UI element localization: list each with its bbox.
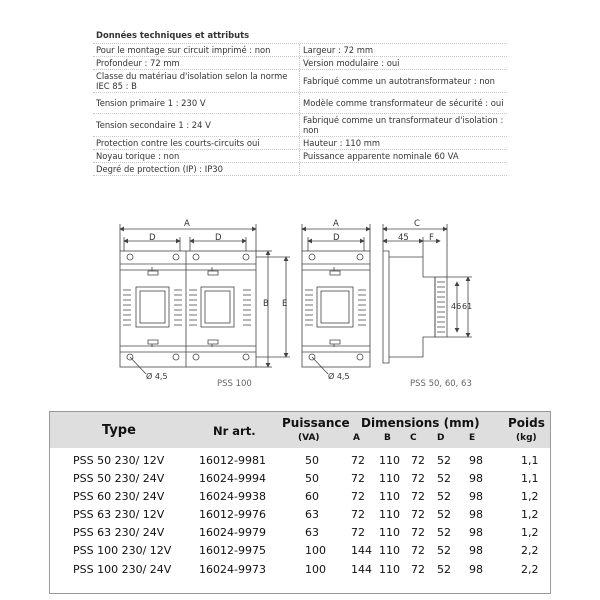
product-cell-d: 52 [437, 526, 451, 540]
product-cell-nr: 16012-9975 [199, 544, 266, 558]
product-cell-va: 50 [305, 472, 319, 486]
dim-a-label-left: A [184, 219, 190, 229]
dim-c-label: C [414, 219, 420, 229]
dim-61-label: 61 [462, 302, 473, 311]
header-type: Type [102, 423, 136, 438]
product-cell-e: 98 [469, 526, 483, 540]
product-row [73, 452, 539, 470]
product-cell-c: 72 [411, 472, 425, 486]
tech-cell-right: Fabriqué comme un autotransformateur : non [303, 76, 495, 86]
header-nr-art: Nr art. [213, 424, 256, 438]
product-cell-nr: 16024-9994 [199, 472, 266, 486]
product-row [73, 561, 539, 579]
product-cell-kg: 2,2 [521, 544, 539, 558]
tech-cell-right: Largeur : 72 mm [303, 45, 374, 55]
product-cell-type: PSS 63 230/ 12V [73, 508, 165, 522]
product-cell-va: 100 [305, 562, 326, 576]
product-cell-e: 98 [469, 562, 483, 576]
header-dim-c: C [410, 433, 417, 443]
product-cell-kg: 1,1 [521, 454, 539, 467]
product-cell-va: 63 [305, 508, 319, 522]
product-cell-b: 110 [379, 508, 400, 522]
product-cell-d: 52 [437, 490, 451, 504]
caption-pss100: PSS 100 [217, 379, 252, 389]
tech-cell-right: Modèle comme transformateur de sécurité : oui [303, 98, 504, 108]
product-cell-a: 72 [351, 454, 365, 467]
product-cell-type: PSS 63 230/ 24V [73, 526, 165, 540]
tech-row [93, 44, 507, 57]
product-cell-va: 100 [305, 544, 326, 558]
product-rows [73, 452, 539, 579]
tech-cell-left: Profondeur : 72 mm [93, 57, 300, 69]
product-cell-d: 52 [437, 562, 451, 576]
product-row [73, 506, 539, 524]
dim-d-label-left-2: D [215, 233, 222, 243]
product-cell-a: 144 [351, 562, 372, 576]
product-cell-a: 72 [351, 490, 365, 504]
tech-row [93, 57, 507, 70]
product-row [73, 542, 539, 560]
tech-cell-left: Tension primaire 1 : 230 V [93, 93, 300, 113]
header-dim-d: D [437, 433, 445, 443]
tech-cell-left: Protection contre les courts-circuits oui [93, 137, 300, 149]
product-cell-kg: 1,2 [521, 508, 539, 522]
tech-row [93, 150, 507, 163]
tech-cell-left: Pour le montage sur circuit imprimé : non [93, 44, 300, 56]
product-cell-nr: 16024-9973 [199, 562, 266, 576]
product-cell-nr: 16024-9938 [199, 490, 266, 504]
product-cell-b: 110 [379, 544, 400, 558]
product-cell-type: PSS 50 230/ 24V [73, 472, 165, 486]
product-cell-kg: 1,2 [521, 490, 539, 504]
product-cell-c: 72 [411, 508, 425, 522]
header-puissance-unit: (VA) [298, 433, 320, 443]
product-cell-d: 52 [437, 454, 451, 467]
tech-row [93, 70, 507, 93]
dim-46-label: 46 [451, 302, 462, 311]
product-cell-kg: 1,1 [521, 472, 539, 486]
product-row [73, 488, 539, 506]
product-cell-d: 52 [437, 508, 451, 522]
dimension-drawing [112, 218, 484, 396]
product-cell-kg: 2,2 [521, 562, 539, 576]
tech-cell-left: Tension secondaire 1 : 24 V [93, 114, 300, 136]
header-dimensions: Dimensions (mm) [361, 416, 480, 430]
tech-row [93, 163, 507, 176]
tech-cell-right: Version modulaire : oui [303, 58, 400, 68]
product-cell-type: PSS 100 230/ 12V [73, 544, 172, 558]
product-cell-type: PSS 100 230/ 24V [73, 562, 172, 576]
product-cell-type: PSS 60 230/ 24V [73, 490, 165, 504]
product-cell-e: 98 [469, 472, 483, 486]
product-cell-d: 52 [437, 544, 451, 558]
dim-b-label: B [263, 299, 269, 309]
product-cell-nr: 16024-9979 [199, 526, 266, 540]
dim-d-label-left-1: D [149, 233, 156, 243]
dim-f-label: F [429, 233, 434, 243]
product-cell-kg: 1,2 [521, 526, 539, 540]
product-cell-nr: 16012-9981 [199, 454, 266, 467]
tech-cell-right [300, 163, 507, 175]
product-cell-c: 72 [411, 490, 425, 504]
tech-rows [93, 44, 507, 176]
product-cell-va: 63 [305, 526, 319, 540]
product-cell-va: 60 [305, 490, 319, 504]
product-table-header [50, 412, 550, 448]
product-cell-a: 144 [351, 544, 372, 558]
header-dim-a: A [353, 433, 360, 443]
tech-cell-right: Hauteur : 110 mm [303, 138, 381, 148]
product-row [73, 524, 539, 542]
header-poids-unit: (kg) [516, 433, 537, 443]
side-view-drawing [383, 224, 472, 363]
header-puissance: Puissance [282, 416, 350, 430]
product-cell-b: 110 [379, 454, 400, 467]
tech-row [93, 93, 507, 114]
caption-pss50-60-63: PSS 50, 60, 63 [410, 379, 472, 389]
hole-label-left: Ø 4,5 [146, 372, 168, 381]
product-cell-a: 72 [351, 508, 365, 522]
header-dim-b: B [384, 433, 391, 443]
product-row [73, 470, 539, 488]
product-cell-e: 98 [469, 508, 483, 522]
tech-cell-right: Puissance apparente nominale 60 VA [303, 151, 459, 161]
product-cell-b: 110 [379, 472, 400, 486]
tech-cell-left: Classe du matériau d'isolation selon la norme IEC 85 : B [93, 70, 300, 92]
product-cell-b: 110 [379, 526, 400, 540]
product-cell-a: 72 [351, 472, 365, 486]
tech-row [93, 137, 507, 150]
product-cell-c: 72 [411, 454, 425, 467]
product-cell-c: 72 [411, 562, 425, 576]
product-cell-b: 110 [379, 490, 400, 504]
product-cell-nr: 16012-9976 [199, 508, 266, 522]
header-poids: Poids [508, 416, 545, 430]
tech-attributes-table [93, 27, 507, 176]
dim-e-label: E [282, 299, 288, 309]
product-cell-a: 72 [351, 526, 365, 540]
tech-row [93, 114, 507, 137]
product-cell-b: 110 [379, 562, 400, 576]
header-dim-e: E [469, 433, 476, 443]
product-cell-e: 98 [469, 454, 483, 467]
tech-cell-left: Noyau torique : non [93, 150, 300, 162]
dim-d-label-right: D [333, 233, 340, 243]
tech-cell-right: Fabriqué comme un transformateur d'isolation : non [303, 115, 504, 135]
product-cell-e: 98 [469, 544, 483, 558]
product-table [49, 411, 551, 594]
product-cell-c: 72 [411, 526, 425, 540]
dim-45-label: 45 [398, 233, 409, 243]
pss50-front-drawing [302, 224, 370, 374]
tech-attributes-title: Données techniques et attributs [93, 27, 507, 44]
product-cell-c: 72 [411, 544, 425, 558]
dim-a-label-right: A [333, 219, 339, 229]
product-cell-type: PSS 50 230/ 12V [73, 454, 165, 467]
product-cell-d: 52 [437, 472, 451, 486]
hole-label-right: Ø 4,5 [328, 372, 350, 381]
product-cell-e: 98 [469, 490, 483, 504]
product-cell-va: 50 [305, 454, 319, 467]
tech-cell-left: Degré de protection (IP) : IP30 [93, 163, 300, 175]
